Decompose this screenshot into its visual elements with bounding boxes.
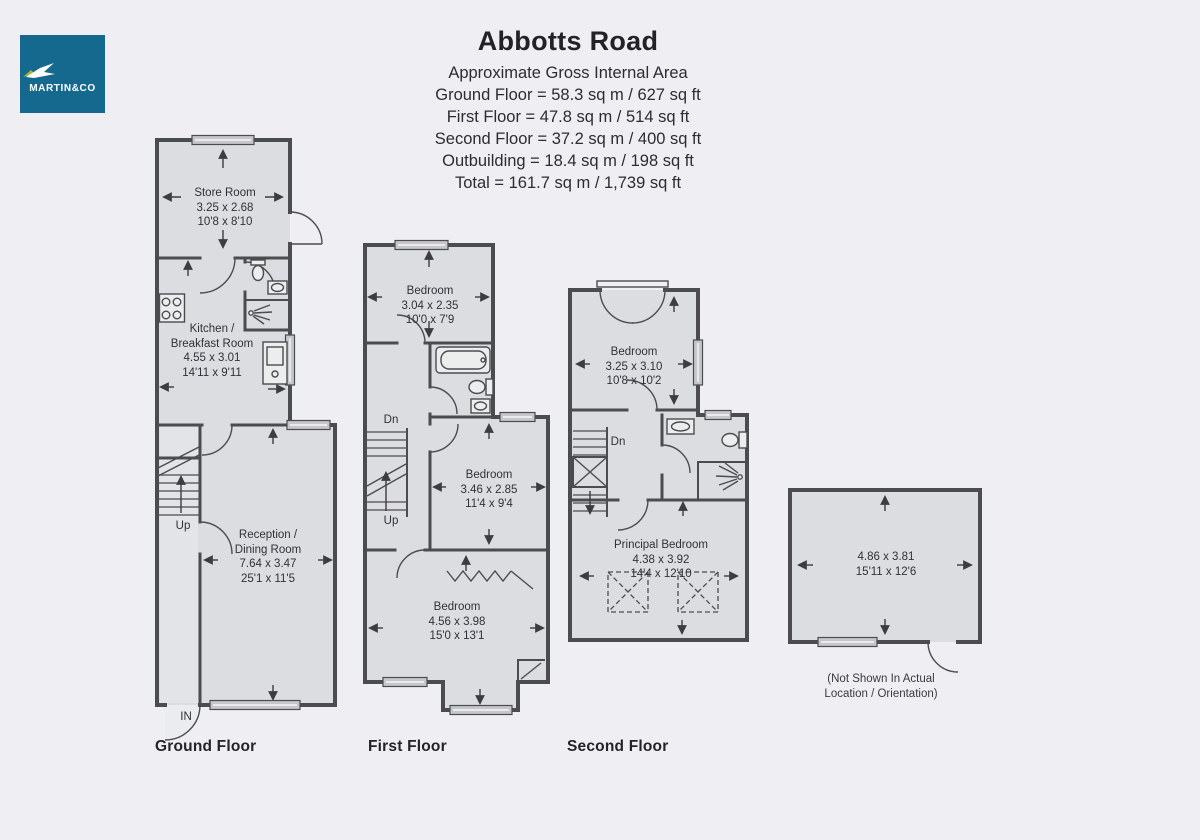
outbuilding-label: 4.86 x 3.81 15'11 x 12'6 (855, 551, 917, 578)
toilet-icon (722, 432, 747, 448)
principal-bedroom-label: Principal Bedroom 4.38 x 3.92 14'4 x 12'10 (614, 539, 708, 580)
bedroom-rear-label: Bedroom 4.56 x 3.98 15'0 x 13'1 (428, 601, 486, 642)
dn-label-second: Dn (610, 436, 626, 448)
basin-icon (471, 399, 490, 413)
toilet-icon (251, 260, 265, 281)
logo-brand-text: MARTIN&CO (29, 83, 96, 94)
bedroom-front-label: Bedroom 3.04 x 2.35 10'0 x 7'9 (401, 285, 459, 326)
door-lintel (597, 281, 668, 287)
outbuilding-note: (Not Shown In Actual Location / Orientation) (824, 673, 938, 700)
header-subtitle: Approximate Gross Internal Area (448, 64, 688, 82)
second-floor-plan (570, 281, 747, 640)
up-label-ground: Up (175, 520, 191, 532)
first-floor-caption: First Floor (368, 738, 447, 755)
header-line-second: Second Floor = 37.2 sq m / 400 sq ft (434, 130, 702, 148)
header-line-outbuilding: Outbuilding = 18.4 sq m / 198 sq ft (442, 152, 694, 170)
header-line-total: Total = 161.7 sq m / 1,739 sq ft (454, 174, 682, 192)
bathtub-icon (436, 347, 490, 373)
basin-icon (268, 281, 287, 294)
kitchen-label: Kitchen / Breakfast Room 4.55 x 3.01 14'11 x 9'11 (170, 323, 254, 379)
bedroom-middle-label: Bedroom 3.46 x 2.85 11'4 x 9'4 (460, 469, 518, 510)
bedroom-second-label: Bedroom 3.25 x 3.10 10'8 x 10'2 (605, 346, 663, 387)
outbuilding-plan (790, 490, 980, 672)
store-room-label: Store Room 3.25 x 2.68 10'8 x 8'10 (194, 187, 256, 228)
up-label-first: Up (383, 515, 399, 527)
ground-floor-caption: Ground Floor (155, 738, 257, 755)
header-line-first: First Floor = 47.8 sq m / 514 sq ft (446, 108, 690, 126)
door-arc (928, 642, 958, 672)
basin-icon (667, 419, 694, 434)
window (818, 638, 877, 647)
dn-label-first: Dn (383, 414, 399, 426)
header-line-ground: Ground Floor = 58.3 sq m / 627 sq ft (435, 86, 701, 104)
sink-icon (263, 342, 287, 384)
in-label: IN (180, 711, 192, 723)
toilet-icon (469, 379, 493, 395)
second-floor-caption: Second Floor (567, 738, 669, 755)
page-title: Abbotts Road (477, 26, 659, 56)
hallway-shading (160, 427, 198, 703)
stove-icon (160, 294, 185, 322)
reception-label: Reception / Dining Room 7.64 x 3.47 25'1 x 11'5 (234, 529, 302, 585)
